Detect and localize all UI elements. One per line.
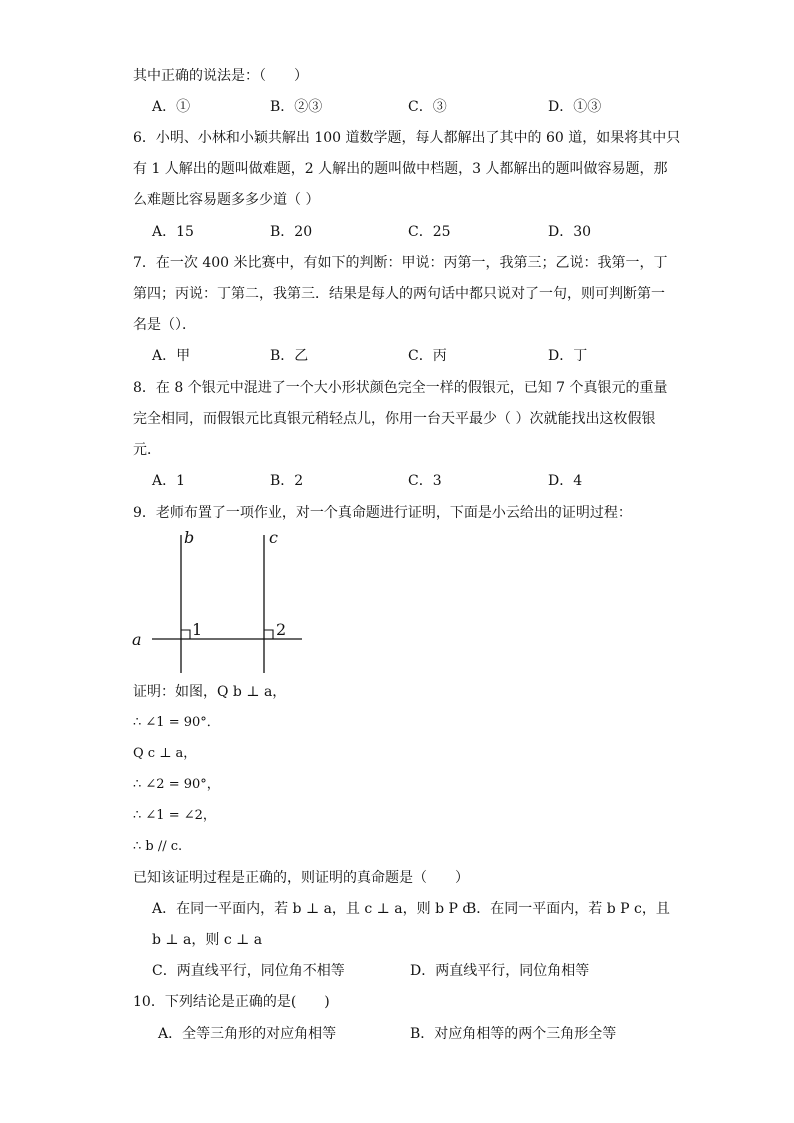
q6-option-b[interactable]: B．20	[270, 224, 313, 240]
q9-proof-line-2: ∴ ∠1 = 90°．	[133, 715, 220, 730]
q5-stem-tail: 其中正确的说法是：（ ）	[133, 68, 308, 84]
q10-option-a[interactable]: A．全等三角形的对应角相等	[158, 1026, 337, 1042]
right-angle-mark-2	[264, 630, 273, 639]
q8-option-b[interactable]: B．2	[270, 473, 304, 489]
q9-option-c[interactable]: C．两直线平行，同位角不相等	[152, 963, 345, 979]
q9-stem: 9．老师布置了一项作业，对一个真命题进行证明，下面是小云给出的证明过程：	[133, 505, 632, 521]
q7-line-2: 第四；丙说：丁第二，我第三．结果是每人的两句话中都只说对了一句，则可判断第一	[133, 286, 665, 302]
q7-option-b[interactable]: B．乙	[270, 348, 309, 364]
q9-proof-line-3: Q c ⊥ a，	[133, 746, 197, 761]
q5-option-d[interactable]: D．①③	[548, 99, 602, 115]
q6-option-c[interactable]: C．25	[408, 224, 451, 240]
q8-option-c[interactable]: C．3	[408, 473, 442, 489]
q5-option-b[interactable]: B．②③	[270, 99, 323, 115]
label-a: a	[132, 630, 142, 649]
q8-options	[152, 471, 672, 491]
q6-line-2: 有 1 人解出的题叫做难题，2 人解出的题叫做中档题，3 人都解出的题叫做容易题，那	[133, 161, 668, 177]
q9-option-a[interactable]: A．在同一平面内，若 b ⊥ a，且 c ⊥ a，则 b P c	[152, 901, 471, 917]
q6-option-a[interactable]: A．15	[152, 224, 194, 240]
q8-line-1: 8．在 8 个银元中混进了一个大小形状颜色完全一样的假银元，已知 7 个真银元的重量	[133, 380, 668, 396]
q8-line-2: 完全相同，而假银元比真银元稍轻点儿，你用一台天平最少（ ）次就能找出这枚假银	[133, 411, 656, 427]
q6-option-d[interactable]: D．30	[548, 224, 592, 240]
q5-options	[152, 97, 672, 117]
q9-proof-line-4: ∴ ∠2 = 90°，	[133, 777, 220, 792]
q9-proof-line-5: ∴ ∠1 = ∠2，	[133, 808, 216, 823]
q8-option-a[interactable]: A．1	[152, 473, 186, 489]
label-angle-1: 1	[192, 620, 203, 639]
q8-line-3: 元．	[133, 442, 161, 458]
q7-line-1: 7．在一次 400 米比赛中，有如下的判断：甲说：丙第一，我第三；乙说：我第一，丁	[133, 255, 668, 271]
q6-line-3: 么难题比容易题多多少道（ ）	[133, 192, 320, 208]
label-c: c	[269, 528, 278, 547]
q7-options	[152, 346, 672, 366]
q5-option-c[interactable]: C．③	[408, 99, 447, 115]
q10-option-b[interactable]: B．对应角相等的两个三角形全等	[410, 1026, 617, 1042]
q9-question: 已知该证明过程是正确的，则证明的真命题是（ ）	[133, 870, 469, 886]
label-b: b	[184, 528, 195, 547]
q9-option-b-continued: b ⊥ a，则 c ⊥ a	[152, 932, 263, 948]
q7-line-3: 名是（）．	[133, 317, 196, 333]
perpendicular-lines-figure	[130, 525, 310, 675]
q7-option-c[interactable]: C．丙	[408, 348, 447, 364]
q7-option-a[interactable]: A．甲	[152, 348, 191, 364]
q8-option-d[interactable]: D．4	[548, 473, 583, 489]
right-angle-mark-1	[181, 630, 190, 639]
q5-option-a[interactable]: A．①	[152, 99, 191, 115]
q9-option-b[interactable]: B．在同一平面内，若 b P c，且	[466, 901, 670, 917]
q9-proof-line-6: ∴ b // c.	[133, 839, 183, 854]
q9-option-d[interactable]: D．两直线平行，同位角相等	[410, 963, 590, 979]
q7-option-d[interactable]: D．丁	[548, 348, 588, 364]
q10-stem: 10．下列结论是正确的是( )	[133, 994, 330, 1010]
q9-proof-line-1: 证明：如图，Q b ⊥ a，	[133, 684, 287, 700]
q6-options	[152, 222, 672, 242]
label-angle-2: 2	[276, 620, 287, 639]
q6-line-1: 6．小明、小林和小颖共解出 100 道数学题，每人都解出了其中的 60 道，如果将其中只	[133, 130, 681, 146]
